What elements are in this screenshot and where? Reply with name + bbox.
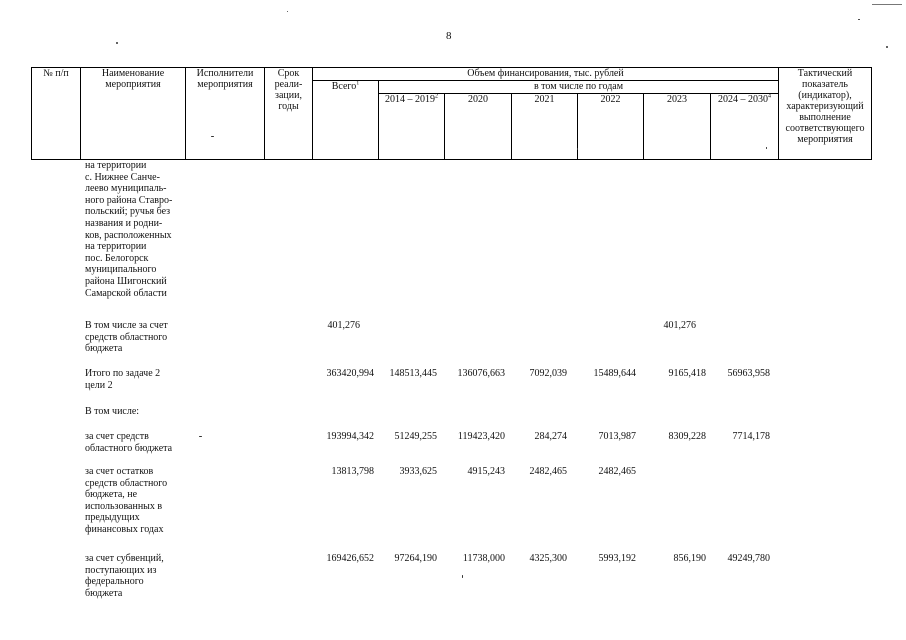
- row-name-total-task: Итого по задаче 2 цели 2: [85, 368, 161, 391]
- row-name-continuation: на территории с. Нижнее Санче- леево муниципаль- ного района Ставро- польский; ручья без названия и родни- ков, расположенных на территории пос. Белогорск муниципального района Шигонский Самарской области: [85, 160, 173, 299]
- row-name-budget-remainders: за счет остатков средств областного бюджета, не использованных в предыдущих финансовых годах: [85, 466, 168, 535]
- cell-total: 363420,994: [326, 368, 374, 379]
- header-cell-funding: Объем финансирования, тыс. рублей: [313, 68, 779, 81]
- cell-2024-2030: 49249,780: [727, 553, 770, 564]
- header-cell-executors: Исполнители мероприятия: [186, 68, 265, 160]
- cell-2020: 119423,420: [457, 431, 505, 442]
- cell-2024-2030: 7714,178: [732, 431, 770, 442]
- header-cell-year: 2024 – 2030$^4$: [711, 94, 779, 160]
- cell-2021: 284,274: [534, 431, 567, 442]
- cell-total: 401,276: [327, 320, 360, 331]
- cell-2022: 7013,987: [598, 431, 636, 442]
- cell-total: 169426,652: [326, 553, 374, 564]
- header-cell-year: 2020: [445, 94, 512, 160]
- row-name-including: В том числе:: [85, 406, 140, 417]
- cell-2023: 856,190: [673, 553, 706, 564]
- cell-2024-2030: 56963,958: [727, 368, 770, 379]
- cell-2023: 401,276: [663, 320, 696, 331]
- header-cell-term: Срок реали-зации, годы: [265, 68, 313, 160]
- header-cell-total: Всего$^1$: [313, 81, 379, 160]
- header-cell-indicator: Тактический показатель (индикатор), характеризующий выполнение соответствующего мероприятия: [779, 68, 872, 160]
- header-cell-name: Наименование мероприятия: [81, 68, 186, 160]
- cell-2020: 4915,243: [467, 466, 505, 477]
- cell-2020: 136076,663: [457, 368, 505, 379]
- cell-2014-2019: 51249,255: [394, 431, 437, 442]
- cell-2021: 7092,039: [529, 368, 567, 379]
- cell-2022: 5993,192: [598, 553, 636, 564]
- cell-2023: 9165,418: [668, 368, 706, 379]
- header-cell-year: 2014 – 2019$^2$: [379, 94, 445, 160]
- header-cell-year: 2022: [578, 94, 644, 160]
- cell-2020: 11738,000: [462, 553, 505, 564]
- cell-2023: 8309,228: [668, 431, 706, 442]
- cell-2014-2019: 148513,445: [389, 368, 437, 379]
- header-cell-year: 2023: [644, 94, 711, 160]
- cell-2014-2019: 3933,625: [399, 466, 437, 477]
- cell-2014-2019: 97264,190: [394, 553, 437, 564]
- table-header: [31, 67, 872, 160]
- row-name-regional-funds: В том числе за счет средств областного бюджета: [85, 320, 168, 355]
- cell-total: 13813,798: [331, 466, 374, 477]
- row-name-federal-subventions: за счет субвенций, поступающих из федерального бюджета: [85, 553, 164, 599]
- cell-2022: 15489,644: [593, 368, 636, 379]
- row-name-regional-budget: за счет средств областного бюджета: [85, 431, 173, 454]
- header-cell-year: 2021: [512, 94, 578, 160]
- header-cell-num: № п/п: [32, 68, 81, 160]
- cell-2021: 2482,465: [529, 466, 567, 477]
- scan-edge-line: [872, 4, 902, 5]
- cell-total: 193994,342: [326, 431, 374, 442]
- cell-2022: 2482,465: [598, 466, 636, 477]
- cell-2021: 4325,300: [529, 553, 567, 564]
- header-cell-by-years: в том числе по годам: [379, 81, 779, 94]
- page-number: 8: [446, 30, 452, 42]
